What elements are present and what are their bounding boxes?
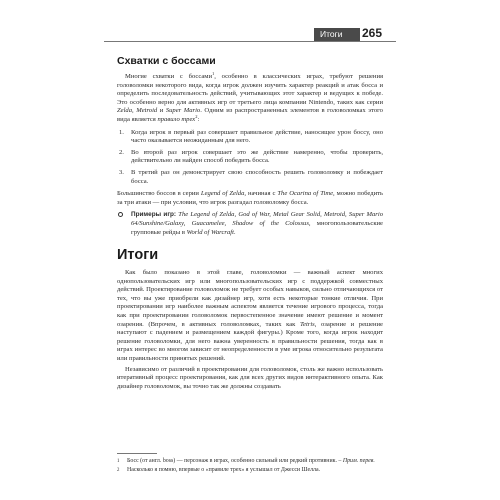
footnote-ref-2[interactable]: 2 (195, 113, 198, 119)
bullet-circle-icon (118, 212, 123, 217)
summary-heading: Итоги (117, 247, 159, 264)
list-item: 1. Когда игрок в первый раз совершает правильное действие, наносящее урон боссу, оно часто оказывается неожиданным для него. (119, 128, 383, 145)
page-content (117, 55, 383, 391)
footnotes (117, 458, 383, 476)
example-games: Примеры игр: The Legend of Zelda, God of War, Metal Gear Solid, Metroid, Super Mario 64/Sunshine/Galaxy, Guacamelee, Shadow of the Colossus, многопользовательские групповые рейды в World of Warcraft. (117, 211, 383, 237)
running-header-section: Итоги (314, 28, 360, 41)
footnote-rule (117, 453, 157, 454)
footnote-ref-1[interactable]: 1 (211, 70, 215, 76)
header-rule (104, 41, 396, 42)
example-games-label: Примеры игр: (131, 211, 177, 219)
summary-paragraph-2: Независимо от различий в проектировании для головоломок, столь же важно использовать итеративный процесс проектирования, как для всех других видов интерактивного опыта. Как дизайнер головоломок, вы точно так же должны создавать (117, 365, 383, 390)
summary-paragraph-1: Как было показано в этой главе, головоломки — важный аспект многих однопользовательских игр или многопользовательских игр с поддержкой совместных действий. Проектирование головоломок не требует особых навыков, сильно отличающихся от тех, что вы уже приобрели как дизайнер игр, хотя есть некоторые тонкие отличия. При проектировании игр наиболее важным аспектом является течение игрового процесса, тогда как при проектировании головоломок первостепенное значение имеют решение и момент озарения. (Впрочем, в активных головоломках, таких как Tetris, озарение и решение наступают с падением и размещением каждой фигуры.) Кроме того, когда игрок находит решение головоломки, для него важна уверенность в правильности решения, тогда как в играх интерес во многом зависит от неопределенности в уме игрока относительно результата или правильности принятых решений. (117, 269, 383, 363)
footnote: 1 Босс (от англ. boss) — персонаж в играх, особенно сильный или редкий противник. – Прим. перев. (117, 458, 375, 464)
page-number: 265 (362, 26, 383, 40)
boss-after-paragraph: Большинство боссов в серии Legend of Zelda, начиная с The Ocarina of Time, можно победить за три атаки — при условии, что игрок разгадал головоломку босса. (117, 190, 383, 206)
footnote: 2 Насколько я помню, впервые о «правиле трех» я услышал от Джесси Шелла. (117, 467, 321, 474)
rule-of-three-list (117, 129, 383, 187)
boss-fights-heading: Схватки с боссами (117, 55, 216, 67)
list-item: 2. Во второй раз игрок совершает это же действие намеренно, чтобы проверить, действительно ли найден способ победить босса. (119, 148, 383, 165)
boss-intro-paragraph: Многие схватки с боссами$^1$, особенно в классических играх, требуют решения головоломки некоторого вида, когда игрок должен изучить характер реакций и атак босса и определить последовательность действий, учитывающих этот характер и ведущих к победе. Это особенно верно для активных игр от третьего лица компании Nintendo, таких как серии Zelda, Metroid и Super Mario. Одним из распространенных элементов в головоломках этого вида является правило трех$^2$: (117, 70, 383, 123)
list-item: 3. В третий раз он демонстрирует свою способность решить головоломку и побеждает босса. (119, 168, 383, 185)
